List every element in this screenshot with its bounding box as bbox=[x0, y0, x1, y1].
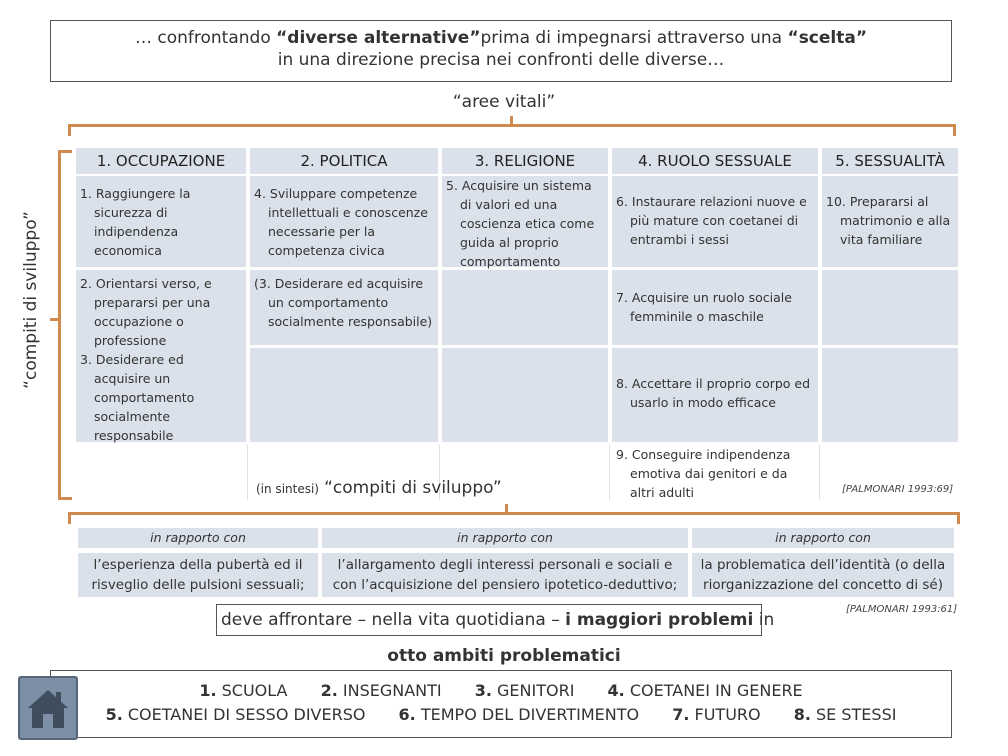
ambito-6 bbox=[399, 705, 640, 724]
home-icon bbox=[20, 678, 76, 738]
cell-occupazione-r2 bbox=[76, 270, 246, 442]
ambito-1-label: SCUOLA bbox=[221, 681, 288, 700]
ambito-3-label: GENITORI bbox=[497, 681, 575, 700]
ambito-7 bbox=[672, 705, 760, 724]
cell-politica-r1 bbox=[250, 176, 438, 267]
grid-line-3 bbox=[609, 445, 610, 500]
aree-vitali-label: “aree vitali” bbox=[452, 92, 556, 112]
intro-box bbox=[50, 20, 952, 82]
relation-text-3: la problematica dell’identità (o della riorganizzazione del concetto di sé) bbox=[692, 553, 954, 597]
intro-text-3: in una direzione precisa nei confronti delle diverse… bbox=[277, 50, 725, 70]
intro-bold-scelta: “scelta” bbox=[787, 28, 868, 48]
col-header-religione: 3. RELIGIONE bbox=[442, 148, 608, 174]
task-1: 1. Raggiungere la sicurezza di indipendenza economica bbox=[80, 186, 191, 258]
ambito-2-label: INSEGNANTI bbox=[342, 681, 442, 700]
cell-sessualita-r3 bbox=[822, 348, 958, 442]
grid-line-1 bbox=[247, 445, 248, 500]
ambito-8-num: 8. bbox=[793, 705, 811, 724]
relation-header-2: in rapporto con bbox=[322, 528, 688, 548]
ambito-4-label: COETANEI IN GENERE bbox=[629, 681, 803, 700]
ambito-1 bbox=[199, 681, 287, 700]
ambiti-line-1 bbox=[51, 679, 951, 703]
relation-text-2: l’allargamento degli interessi personali e sociali e con l’acquisizione del pensiero ipotetico-deduttivo; bbox=[322, 553, 688, 597]
task-2: 2. Orientarsi verso, e prepararsi per una occupazione o professione bbox=[80, 276, 212, 348]
cell-religione-r3 bbox=[442, 348, 608, 442]
top-bracket-tick bbox=[510, 116, 513, 126]
task-5: 5. Acquisire un sistema di valori ed una coscienza etica come guida al proprio comportamento bbox=[446, 178, 595, 269]
vertical-label bbox=[20, 180, 42, 420]
col-header-politica: 2. POLITICA bbox=[250, 148, 438, 174]
deve-text-1: deve affrontare – nella vita quotidiana – bbox=[221, 610, 566, 630]
relation-text-1: l’esperienza della pubertà ed il risveglio delle pulsioni sessuali; bbox=[78, 553, 318, 597]
citation-1: [PALMONARI 1993:69] bbox=[842, 484, 954, 495]
cell-ruolo-r3 bbox=[612, 348, 818, 442]
ambito-7-num: 7. bbox=[672, 705, 690, 724]
ambito-8 bbox=[794, 705, 897, 724]
bottom-bracket bbox=[68, 512, 960, 524]
task-9: 9. Conseguire indipendenza emotiva dai genitori e da altri adulti bbox=[616, 447, 791, 500]
cell-sessualita-r1 bbox=[822, 176, 958, 267]
task-10: 10. Prepararsi al matrimonio e alla vita familiare bbox=[826, 194, 951, 247]
left-bracket bbox=[58, 150, 72, 500]
ambito-1-num: 1. bbox=[199, 681, 217, 700]
cell-religione-r1 bbox=[442, 176, 608, 267]
ambito-5-num: 5. bbox=[105, 705, 123, 724]
vertical-label-text: “compiti di sviluppo” bbox=[21, 211, 41, 389]
ambito-3-num: 3. bbox=[474, 681, 492, 700]
deve-text-2: in bbox=[753, 610, 775, 630]
relation-header-3: in rapporto con bbox=[692, 528, 954, 548]
task-4: 4. Sviluppare competenze intellettuali e conoscenze necessarie per la competenza civica bbox=[254, 186, 428, 258]
ambito-6-label: TEMPO DEL DIVERTIMENTO bbox=[420, 705, 640, 724]
task-6: 6. Instaurare relazioni nuove e più mature con coetanei di entrambi i sessi bbox=[616, 194, 807, 247]
relation-header-1: in rapporto con bbox=[78, 528, 318, 548]
cell-sessualita-r2 bbox=[822, 270, 958, 345]
task-3-repeat: (3. Desiderare ed acquisire un comportamento socialmente responsabile) bbox=[254, 276, 433, 329]
cell-ruolo-r2 bbox=[612, 270, 818, 345]
ambito-6-num: 6. bbox=[398, 705, 416, 724]
ambito-5 bbox=[106, 705, 366, 724]
intro-text-2: prima di impegnarsi attraverso una bbox=[480, 28, 788, 48]
ambito-2 bbox=[321, 681, 442, 700]
ambito-5-label: COETANEI DI SESSO DIVERSO bbox=[127, 705, 366, 724]
sintesi-small: (in sintesi) bbox=[256, 482, 319, 496]
sintesi-big: “compiti di sviluppo” bbox=[324, 478, 502, 498]
deve-bold: i maggiori problemi bbox=[565, 610, 754, 630]
deve-affrontare-box bbox=[216, 604, 775, 636]
ambito-7-label: FUTURO bbox=[694, 705, 761, 724]
col-header-sessualita: 5. SESSUALITÀ bbox=[822, 148, 958, 174]
ambito-4 bbox=[608, 681, 803, 700]
ambito-4-num: 4. bbox=[607, 681, 625, 700]
col-header-ruolo-sessuale: 4. RUOLO SESSUALE bbox=[612, 148, 818, 174]
task-3: 3. Desiderare ed acquisire un comportamento socialmente responsabile bbox=[80, 352, 195, 443]
ambito-8-label: SE STESSI bbox=[816, 705, 897, 724]
task-7: 7. Acquisire un ruolo sociale femminile o maschile bbox=[616, 290, 792, 324]
cell-ruolo-r4 bbox=[612, 445, 818, 500]
ambiti-box bbox=[50, 670, 952, 738]
bottom-bracket-tick bbox=[505, 504, 508, 514]
ambito-3 bbox=[475, 681, 575, 700]
intro-text-1: … confrontando bbox=[134, 28, 277, 48]
sintesi-label bbox=[256, 478, 502, 498]
task-8: 8. Accettare il proprio corpo ed usarlo in modo efficace bbox=[616, 376, 811, 410]
grid-line-4 bbox=[819, 445, 820, 500]
otto-ambiti-label: otto ambiti problematici bbox=[387, 646, 621, 666]
cell-politica-r3 bbox=[250, 348, 438, 442]
cell-politica-r2 bbox=[250, 270, 438, 345]
col-header-occupazione: 1. OCCUPAZIONE bbox=[76, 148, 246, 174]
left-bracket-tick bbox=[50, 318, 60, 321]
home-button[interactable] bbox=[18, 676, 78, 740]
intro-bold-alternatives: “diverse alternative” bbox=[276, 28, 481, 48]
cell-ruolo-r1 bbox=[612, 176, 818, 267]
cell-occupazione-r1 bbox=[76, 176, 246, 267]
ambito-2-num: 2. bbox=[320, 681, 338, 700]
ambiti-line-2 bbox=[51, 703, 951, 727]
cell-occupazione-r4 bbox=[76, 445, 246, 500]
cell-religione-r2 bbox=[442, 270, 608, 345]
citation-2: [PALMONARI 1993:61] bbox=[846, 604, 958, 615]
